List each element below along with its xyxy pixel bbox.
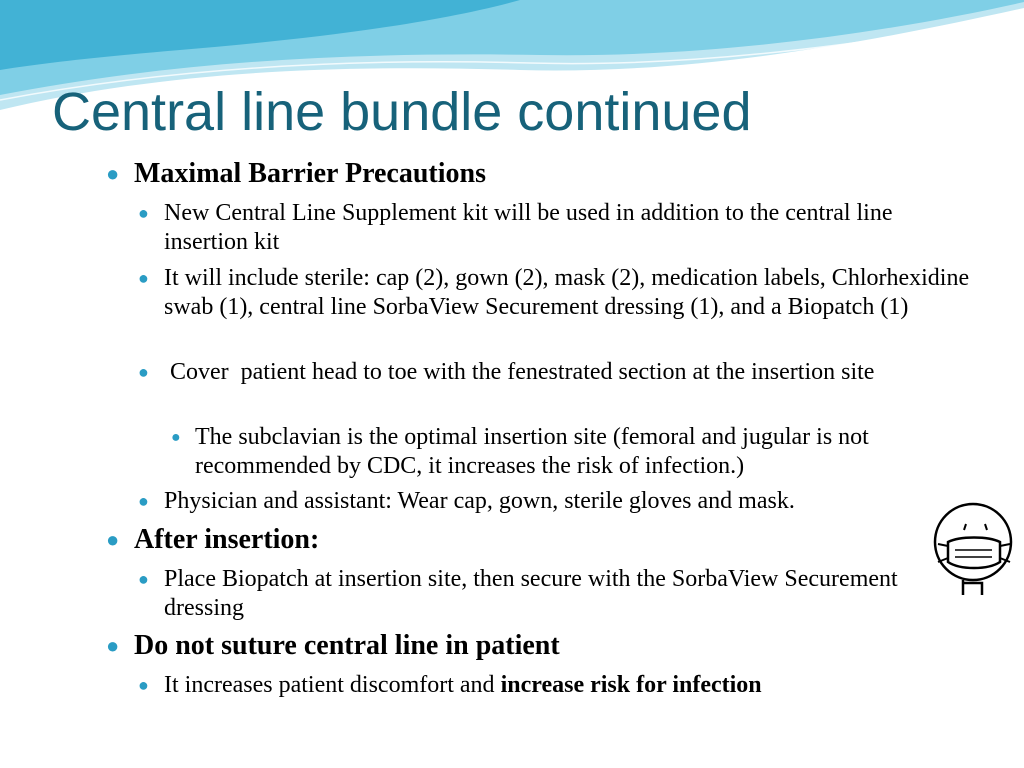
bullet-text: After insertion: [134, 524, 320, 555]
bullet-text: Do not suture central line in patient [134, 630, 560, 661]
bullet-icon: ● [138, 268, 149, 288]
bullet-icon: ● [138, 491, 149, 511]
bullet-text-bold: increase risk for infection [500, 672, 762, 698]
sub-bullet-discomfort [138, 671, 984, 700]
sub-bullet-sterile-items [138, 264, 976, 322]
bullet-icon: ● [138, 362, 149, 382]
bullet-icon: ● [106, 633, 120, 658]
bullet-text [164, 672, 762, 698]
sub-bullet-place-biopatch [138, 565, 919, 623]
bullet-text: Physician and assistant: Wear cap, gown, sterile gloves and mask. [164, 488, 795, 514]
bullet-text-plain: It increases patient discomfort and [164, 672, 501, 698]
bullet-icon: ● [138, 203, 149, 223]
bullet-text: New Central Line Supplement kit will be used in addition to the central line insertion kit [164, 200, 893, 255]
bullet-text: Cover patient head to toe with the fenestrated section at the insertion site [164, 359, 875, 385]
sub-sub-bullet-subclavian [171, 423, 985, 481]
sub-bullet-physician-attire [138, 487, 984, 516]
masked-face-icon [930, 500, 1016, 600]
bullet-maximal-barrier [106, 158, 914, 189]
bullet-text: Maximal Barrier Precautions [134, 158, 486, 189]
bullet-do-not-suture [106, 630, 914, 661]
sub-bullet-supplement-kit [138, 199, 974, 257]
bullet-text: The subclavian is the optimal insertion site (femoral and jugular is not recommended by CDC, it increases the risk of infection.) [195, 424, 869, 479]
sub-bullet-cover-patient [138, 358, 964, 387]
bullet-icon: ● [106, 527, 120, 552]
bullet-text: It will include sterile: cap (2), gown (2), mask (2), medication labels, Chlorhexidine swab (1), central line SorbaView Securement dressing (1), and a Biopatch (1) [164, 265, 970, 320]
bullet-icon: ● [106, 161, 120, 186]
bullet-text: Place Biopatch at insertion site, then secure with the SorbaView Securement dressing [164, 566, 898, 621]
bullet-icon: ● [138, 675, 149, 695]
bullet-after-insertion [106, 524, 894, 555]
bullet-icon: ● [171, 429, 181, 446]
slide-title: Central line bundle continued [52, 82, 752, 142]
bullet-icon: ● [138, 569, 149, 589]
